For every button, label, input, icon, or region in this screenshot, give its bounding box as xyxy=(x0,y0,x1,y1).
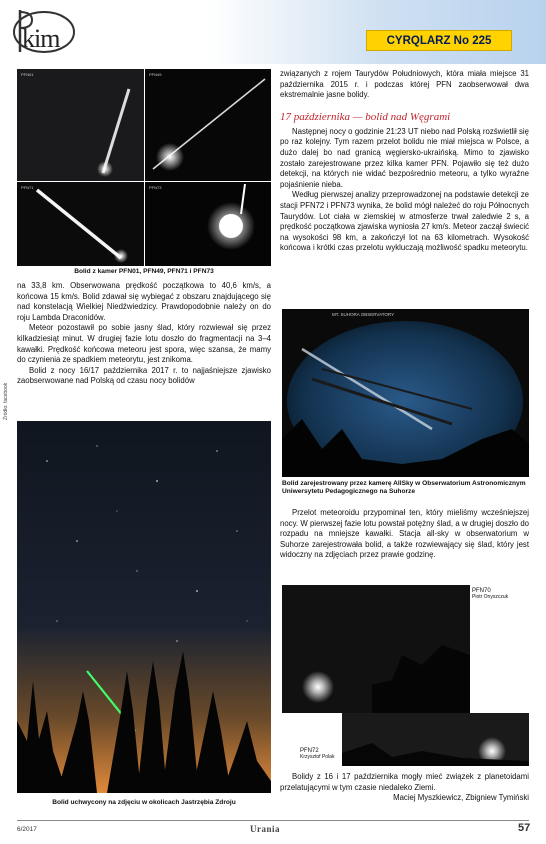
right-column-text xyxy=(280,69,529,254)
page-number: 57 xyxy=(518,822,531,834)
photo-jastrzebie-zdroj xyxy=(17,421,271,793)
page-footer xyxy=(0,818,546,844)
photo-pfn49 xyxy=(145,69,271,181)
photo-label: PFN01 xyxy=(21,72,34,77)
meteor-image xyxy=(17,182,144,266)
photo-allsky-suhora xyxy=(282,309,529,477)
page-header xyxy=(0,0,546,64)
night-sky-image xyxy=(17,421,271,793)
photo-author: Krzysztof Polak xyxy=(300,754,335,760)
paragraph: Przelot meteoroidu przypominał ten, który mieliśmy wcześniejszej nocy. W pierwszej fazie lotu powstał potężny ślad, a w drugiej doszło do rozpadu na mniejsze kawałki. Stacja all-sky w obserwatorium w Suhorze zarejestrowała bolid, a także rozwiewający się ślad, który jest widoczny na zdjęciach przez prawie godzinę. xyxy=(280,508,529,560)
meteor-image xyxy=(145,182,271,266)
photo-label: PFN49 xyxy=(149,72,162,77)
paragraph: Meteor pozostawił po sobie jasny ślad, który rozwiewał się przez kilkadziesiąt minut. W drugiej fazie lotu doszło do fragmentacji na 3–4 kawałki. Prędkość końcowa meteoru jest spora, więc szansa, że mamy do czynienia ze spadkiem meteorytu, jest znikoma. xyxy=(17,323,271,365)
meteor-image xyxy=(282,585,470,713)
logo-text: kim xyxy=(22,24,60,53)
big-photo-caption: Bolid uchwycony na zdjęciu w okolicach Jastrzębia Zdroju xyxy=(52,799,236,806)
article-authors: Maciej Myszkiewicz, Zbigniew Tymiński xyxy=(393,793,529,803)
pfn70-label xyxy=(472,588,508,600)
right-column-text-3 xyxy=(280,772,529,804)
allsky-caption: Bolid zarejestrowany przez kamerę AllSky w Obserwatorium Astronomicznym Uniwersytetu Pedagogicznego na Suhorze xyxy=(282,480,526,495)
meteor-image xyxy=(17,69,144,181)
paragraph: Bolid z nocy 16/17 października 2017 r. to najjaśniejsze zjawisko zaobserwowane nad Polską od czasu nocy bolidów xyxy=(17,365,271,386)
left-column-text xyxy=(17,281,271,387)
magazine-brand: Urania xyxy=(250,824,280,834)
paragraph: związanych z rojem Taurydów Południowych, która miała miejsce 31 października 2015 r. i podczas której PFN zaobserwował dwa ekstremalnie jasne bolidy. xyxy=(280,69,529,100)
photo-label: PFN71 xyxy=(21,185,34,190)
footer-divider xyxy=(17,820,529,821)
paragraph: Następnej nocy o godzinie 21:23 UT niebo nad Polską rozświetlił się po raz kolejny. Tym razem przelot bolidu nie miał miejsca w Polsce, a dużo dalej bo nad granicą węgiersko-ukraińską. Mimo to zjawisko zostało zarejestrowane przez kilka kamer PFN. Pojawiło się też dużo detekcji, na których nie widać bezpośrednio meteoru, a tylko wyraźne pojaśnienie nieba. xyxy=(280,126,529,189)
photo-author: Piotr Onyszczuk xyxy=(472,594,509,600)
magazine-title: CYRQLARZ No 225 xyxy=(366,30,512,51)
paragraph: na 33,8 km. Obserwowana prędkość początkowa to 40,6 km/s, a końcowa 15 km/s. Bolid zdawał się wybiegać z obszaru znajdującego się nad konstelacją Wielkiej Niedźwiedzicy. Prawdopodobnie należy on do roju Lambda Draconidów. xyxy=(17,281,271,322)
photo-pfn71 xyxy=(17,182,144,266)
photo-pfn01 xyxy=(17,69,144,181)
paragraph: Bolidy z 16 i 17 października mogły mieć związek z planetoidami przelatującymi w tym czasie niedaleko Ziemi. xyxy=(280,772,529,792)
photo-credit: Źródło: facebook xyxy=(3,382,9,420)
photo-label: PFN73 xyxy=(149,185,162,190)
photo-grid-caption: Bolid z kamer PFN01, PFN49, PFN71 i PFN73 xyxy=(74,268,214,275)
right-column-text-2 xyxy=(280,508,529,561)
pfn72-label xyxy=(300,748,334,760)
paragraph: Według pierwszej analizy przeprowadzonej na podstawie detekcji ze stacji PFN72 i PFN73 wynika, że bolid mógł należeć do roju Północnych Taurydów. Lot ciała w ziemskiej w atmosferze trwał zaledwie 2 s, a prędkość początkowa zjawiska wyniosła 27 km/s. Meteor zaczął świecić na wysokości 98 km, a zakończył lot na 63 kilometrach. Wysokość końcowa i krótki czas przelotu wykluczają możliwość spadku meteorytu. xyxy=(280,190,529,253)
photo-pfn72 xyxy=(342,713,529,766)
station-name: PFN72 xyxy=(300,748,319,754)
meteor-image xyxy=(145,69,271,181)
allsky-image xyxy=(282,309,529,477)
meteor-image xyxy=(342,713,529,766)
issue-number: 6/2017 xyxy=(17,826,37,833)
station-name: PFN70 xyxy=(472,588,491,594)
section-heading: 17 października — bolid nad Węgrami xyxy=(280,110,451,123)
photo-pfn73 xyxy=(145,182,271,266)
photo-pfn70 xyxy=(282,585,470,713)
allsky-overlay-text: MT. SUHORA OBSERVATORY xyxy=(332,312,395,317)
